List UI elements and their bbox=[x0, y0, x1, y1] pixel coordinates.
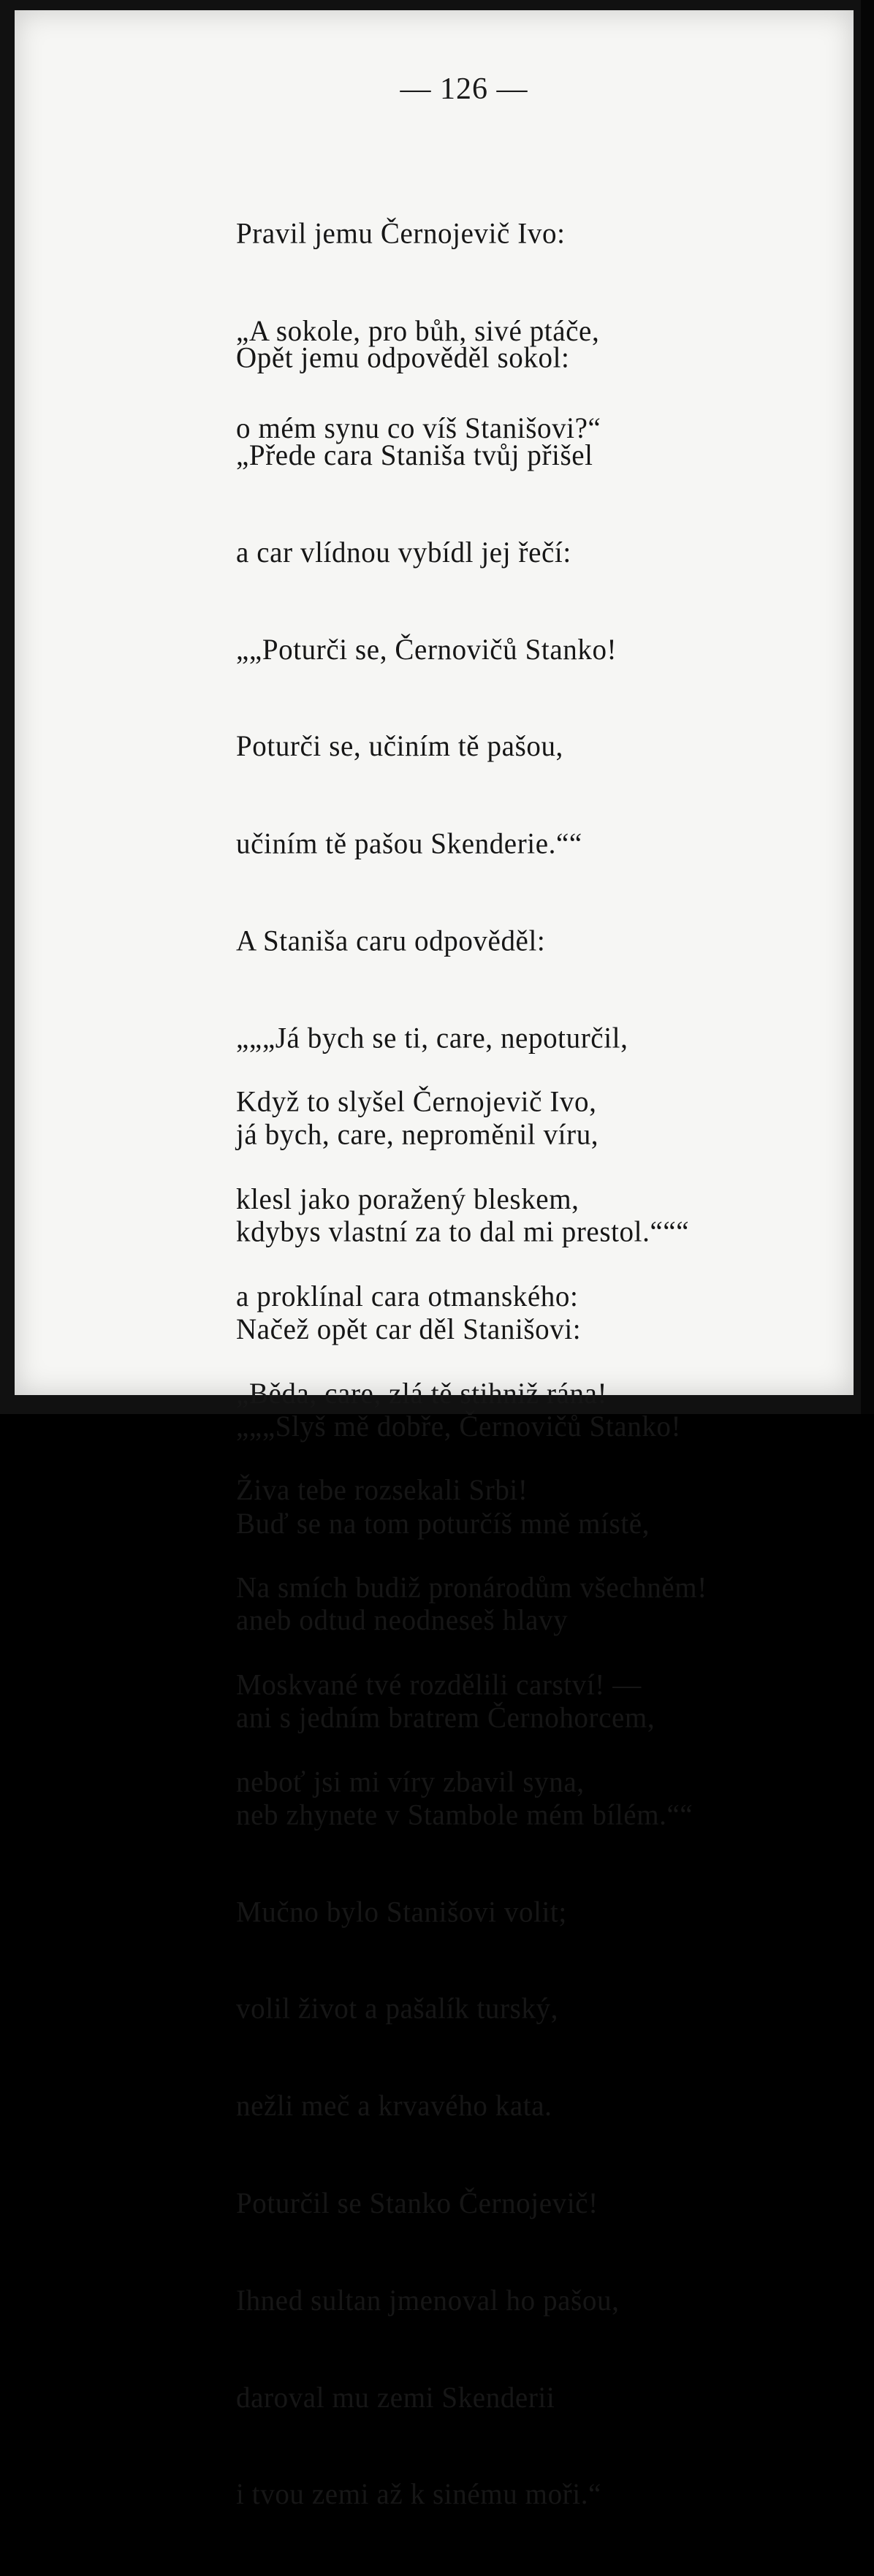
poem-line: „„„Slyš mě dobře, Černovičů Stanko! bbox=[236, 1410, 682, 1443]
poem-line: klesl jako poražený bleskem, bbox=[236, 1182, 580, 1216]
poem-line: „A sokole, pro bůh, sivé ptáče, bbox=[236, 314, 600, 348]
poem-line: „„Poturči se, Černovičů Stanko! bbox=[236, 633, 618, 666]
poem-line: Poturči se, učiním tě pašou, bbox=[236, 730, 563, 763]
poem-line: A Staniša caru odpověděl: bbox=[236, 924, 546, 957]
poem-line: „„„Já bych se ti, care, nepoturčil, bbox=[236, 1021, 628, 1055]
poem-line: Načež opět car děl Stanišovi: bbox=[236, 1312, 582, 1346]
poem-line: Na smích budiž pronárodům všechněm! bbox=[236, 1571, 707, 1604]
poem-line: Poturčil se Stanko Černojevič! bbox=[236, 2186, 598, 2220]
poem-line: daroval mu zemi Skenderii bbox=[236, 2381, 555, 2414]
poem-line: „Přede cara Staniša tvůj přišel bbox=[236, 438, 593, 472]
page-number: — 126 — bbox=[400, 72, 528, 106]
poem-line: Ihned sultan jmenoval ho pašou, bbox=[236, 2284, 620, 2317]
poem-line: nežli meč a krvavého kata. bbox=[236, 2089, 552, 2123]
poem-line: ani s jedním bratrem Černohorcem, bbox=[236, 1701, 656, 1734]
poem-stanza bbox=[236, 1022, 707, 1863]
poem-line: Živa tebe rozsekali Srbi! bbox=[236, 1474, 528, 1507]
poem-line: aneb odtud neodneseš hlavy bbox=[236, 1604, 569, 1637]
poem-line: „Běda, care, zlá tě stihniž rána! bbox=[236, 1377, 608, 1410]
poem-line: a proklínal cara otmanského: bbox=[236, 1280, 579, 1313]
poem-line: neboť jsi mi víry zbavil syna, bbox=[236, 1765, 585, 1798]
poem-line: učiním tě pašou Skenderie.““ bbox=[236, 827, 582, 860]
poem-line: volil život a pašalík turský, bbox=[236, 1992, 558, 2026]
poem-line: Pravil jemu Černojevič Ivo: bbox=[236, 217, 566, 251]
poem-line: Mučno bylo Stanišovi volit; bbox=[236, 1895, 567, 1929]
poem-line: neb zhynete v Stambole mém bílém.““ bbox=[236, 1798, 694, 1831]
poem-line: Opět jemu odpověděl sokol: bbox=[236, 341, 570, 375]
poem-line: o mém synu co víš Stanišovi?“ bbox=[236, 411, 601, 445]
poem-line: Buď se na tom poturčíš mně místě, bbox=[236, 1507, 650, 1540]
poem-line: Když to slyšel Černojevič Ivo, bbox=[236, 1085, 597, 1119]
poem-line: kdybys vlastní za to dal mi prestol.“““ bbox=[236, 1215, 690, 1249]
poem-line: Moskvané tvé rozdělili carství! — bbox=[236, 1668, 642, 1701]
poem-line: já bych, care, neproměnil víru, bbox=[236, 1118, 599, 1152]
poem-line: i tvou zemi až k sinému moři.“ bbox=[236, 2478, 601, 2511]
poem-line: a car vlídnou vybídl jej řečí: bbox=[236, 536, 571, 569]
page-edge-shadow bbox=[861, 0, 874, 1414]
